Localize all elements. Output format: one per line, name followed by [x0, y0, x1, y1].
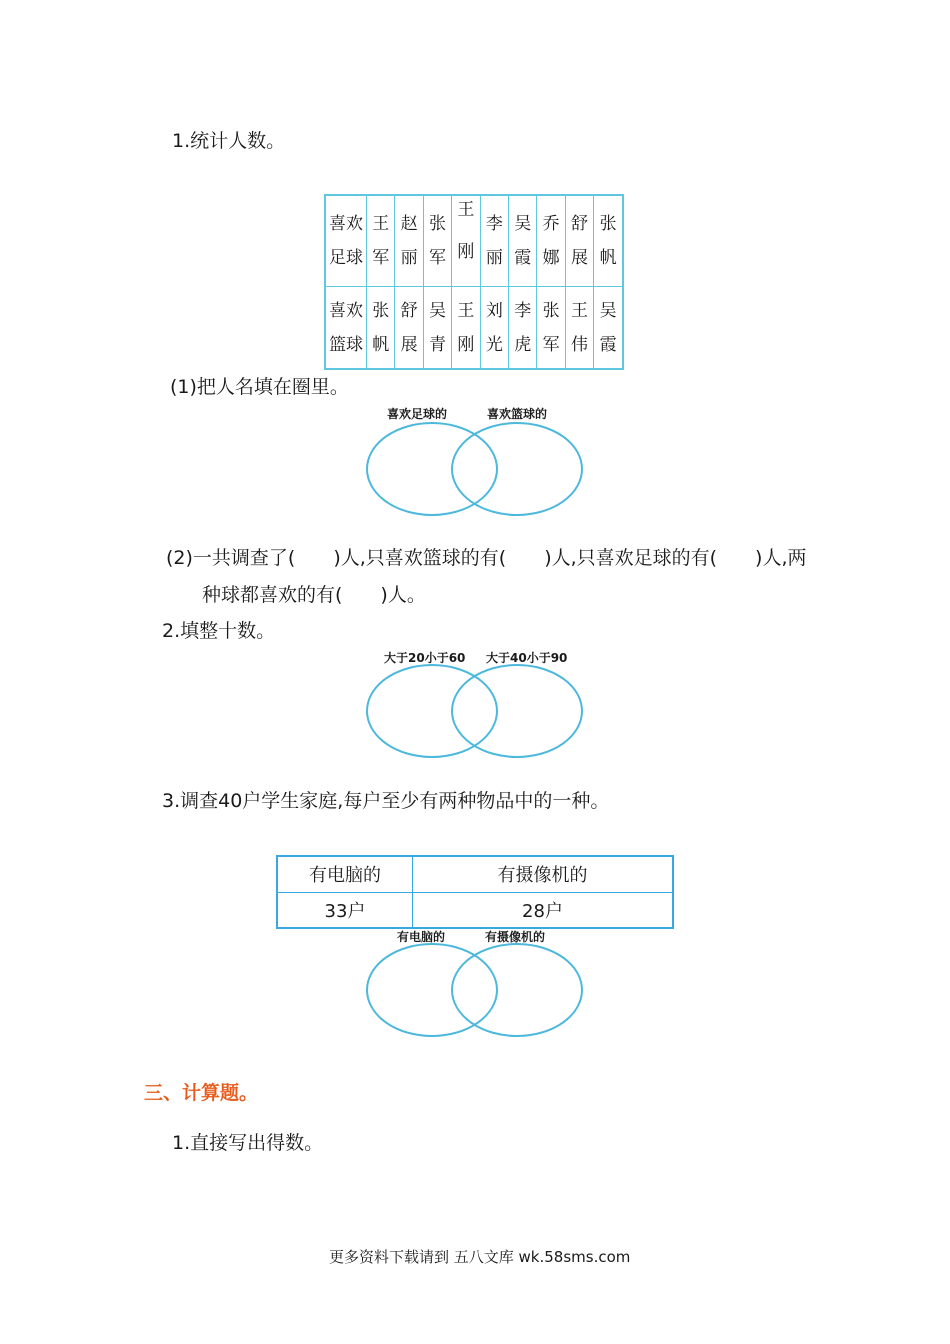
header-computer: 有电脑的 [277, 856, 413, 892]
device-table [276, 855, 674, 929]
name-char: 军 [429, 248, 447, 269]
venn3-left-label: 有电脑的 [397, 930, 446, 944]
device-header-row [277, 856, 673, 892]
name-char: 展 [400, 334, 418, 355]
venn1-right-label: 喜欢篮球的 [487, 407, 548, 421]
name-char: 乔 [542, 214, 560, 235]
name-char: 展 [571, 248, 589, 269]
venn2-left-circle [367, 665, 497, 757]
name-char: 张 [542, 300, 560, 321]
venn2-right-label: 大于40小于90 [486, 651, 568, 665]
name-char: 霞 [599, 334, 617, 355]
venn2-left-label: 大于20小于60 [384, 651, 466, 665]
q1-sub1: (1)把人名填在圈里。 [170, 376, 349, 398]
value-camera: 28户 [413, 892, 674, 928]
name-char: 虎 [514, 334, 532, 355]
venn1-left-circle [367, 423, 497, 515]
q3-title: 3.调查40户学生家庭,每户至少有两种物品中的一种。 [162, 790, 610, 812]
name-char: 霞 [514, 248, 532, 269]
name-cell [367, 287, 395, 369]
name-char: 王 [457, 200, 475, 220]
name-char: 光 [485, 334, 503, 355]
name-char: 军 [372, 248, 390, 269]
name-cell [509, 195, 537, 287]
name-char: 王 [457, 300, 475, 321]
football-row [325, 195, 623, 287]
venn3-right-label: 有摄像机的 [485, 930, 546, 944]
venn1-diagram [360, 420, 590, 520]
basketball-label-cell [325, 287, 367, 369]
name-cell [594, 287, 623, 369]
name-char: 王 [372, 214, 390, 235]
name-char: 刚 [457, 242, 475, 262]
venn3-diagram [360, 940, 590, 1040]
name-char: 帆 [372, 334, 390, 355]
name-char: 帆 [599, 248, 617, 269]
name-cell [423, 195, 451, 287]
name-char: 丽 [485, 248, 503, 269]
label-line: 喜欢 [329, 300, 363, 321]
label-line: 喜欢 [329, 214, 363, 235]
venn3-right-circle [452, 944, 582, 1036]
name-char: 吴 [429, 300, 447, 321]
venn3-left-circle [367, 944, 497, 1036]
name-cell [423, 287, 451, 369]
name-char: 军 [542, 334, 560, 355]
football-label-cell [325, 195, 367, 287]
value-computer: 33户 [277, 892, 413, 928]
name-cell [395, 287, 423, 369]
label-line: 足球 [329, 248, 363, 269]
name-cell [509, 287, 537, 369]
name-char: 刚 [457, 334, 475, 355]
venn1-right-circle [452, 423, 582, 515]
venn1-left-label: 喜欢足球的 [387, 407, 448, 421]
name-char: 张 [429, 214, 447, 235]
name-cell [565, 287, 593, 369]
name-char: 舒 [400, 300, 418, 321]
q1-sub2-line1: (2)一共调查了( )人,只喜欢篮球的有( )人,只喜欢足球的有( )人,两 [166, 547, 807, 569]
name-cell [565, 195, 593, 287]
name-cell [452, 195, 480, 287]
name-cell [594, 195, 623, 287]
name-char: 李 [514, 300, 532, 321]
name-char: 张 [372, 300, 390, 321]
header-camera: 有摄像机的 [413, 856, 674, 892]
name-cell [537, 287, 565, 369]
venn2-right-circle [452, 665, 582, 757]
basketball-row [325, 287, 623, 369]
section3-q1-title: 1.直接写出得数。 [172, 1132, 324, 1154]
q2-title: 2.填整十数。 [162, 620, 276, 642]
name-cell [480, 287, 508, 369]
name-cell [537, 195, 565, 287]
name-table [324, 194, 624, 370]
name-char: 赵 [400, 214, 418, 235]
name-char: 伟 [571, 334, 589, 355]
device-value-row [277, 892, 673, 928]
name-char: 李 [485, 214, 503, 235]
name-char: 张 [599, 214, 617, 235]
footer-text: 更多资料下载请到 五八文库 wk.58sms.com [329, 1248, 631, 1266]
name-char: 吴 [599, 300, 617, 321]
name-char: 青 [429, 334, 447, 355]
name-char: 舒 [571, 214, 589, 235]
q1-sub2-line2: 种球都喜欢的有( )人。 [202, 584, 426, 606]
name-char: 刘 [485, 300, 503, 321]
venn2-diagram [360, 662, 590, 762]
name-char: 吴 [514, 214, 532, 235]
q1-title: 1.统计人数。 [172, 130, 286, 152]
name-char: 王 [571, 300, 589, 321]
name-char: 娜 [542, 248, 560, 269]
name-cell [480, 195, 508, 287]
name-cell [367, 195, 395, 287]
label-line: 篮球 [329, 334, 363, 355]
name-cell [452, 287, 480, 369]
name-char: 丽 [400, 248, 418, 269]
name-cell [395, 195, 423, 287]
section-title: 三、计算题。 [144, 1082, 259, 1104]
